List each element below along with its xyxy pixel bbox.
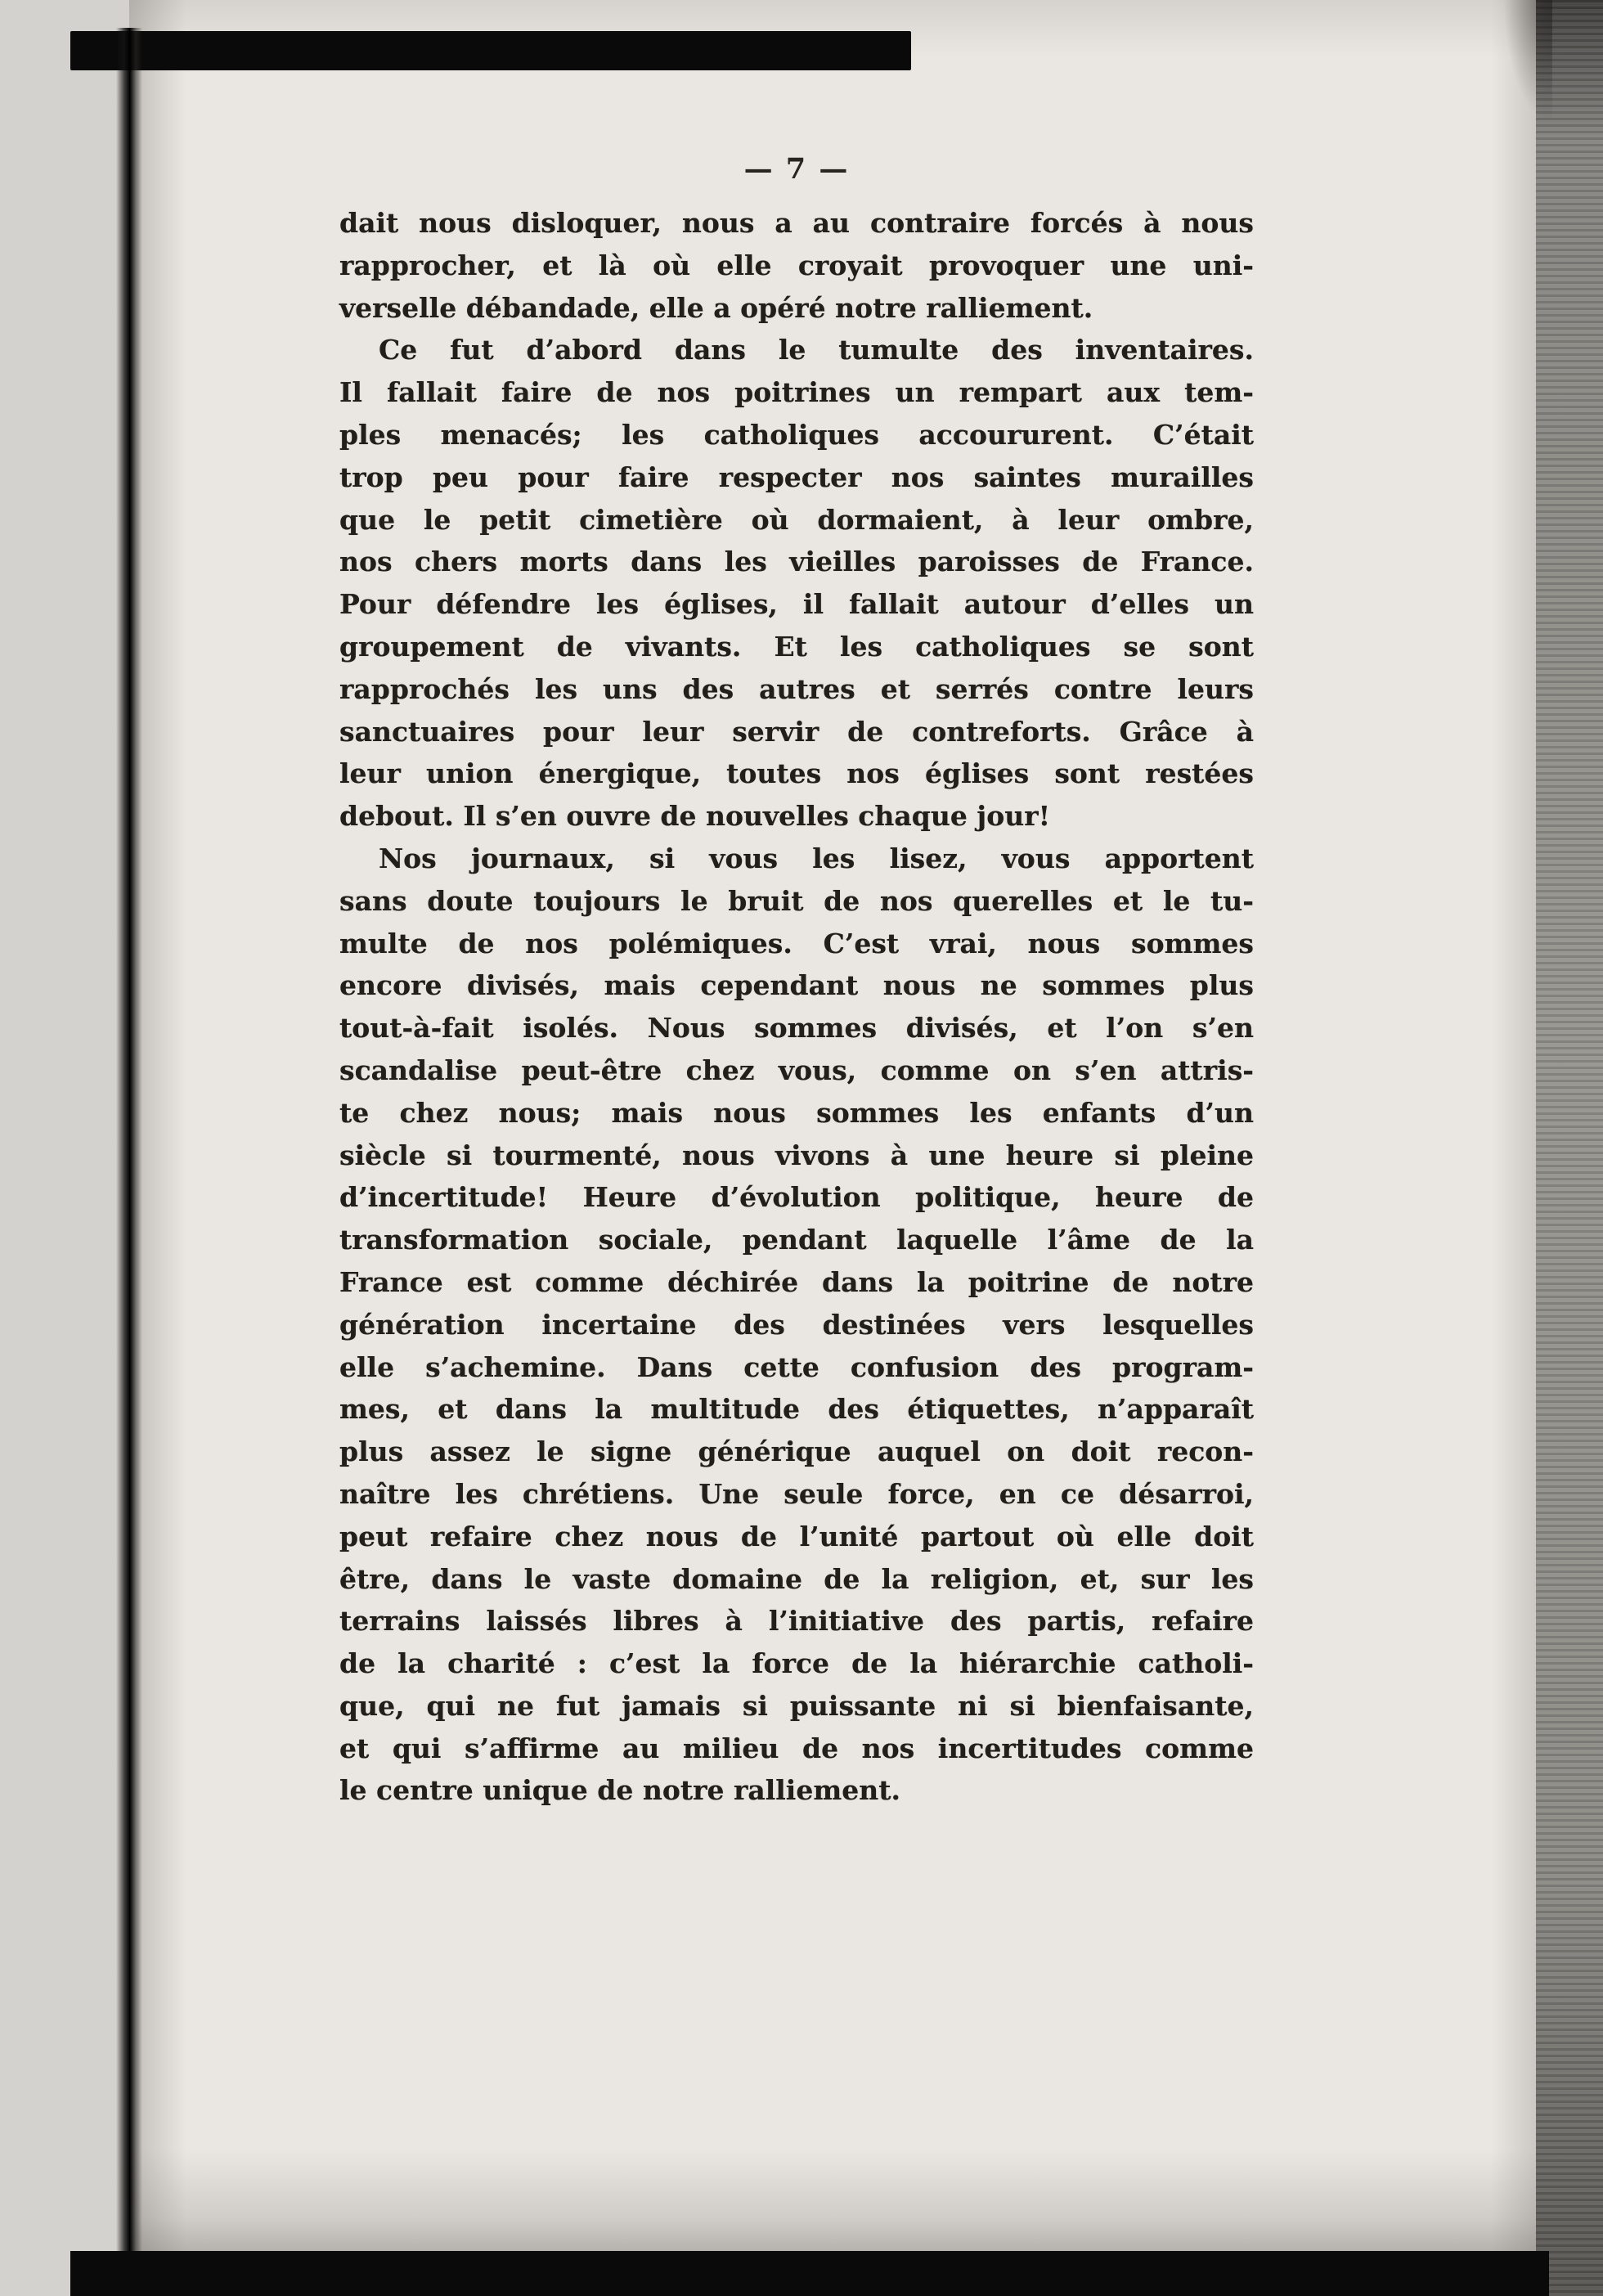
text-line: sans doute toujours le bruit de nos querelles et le tu- (339, 884, 1254, 917)
text-line: multe de nos polémiques. C’est vrai, nous sommes (339, 927, 1254, 959)
text-line: siècle si tourmenté, nous vivons à une heure si pleine (339, 1139, 1254, 1171)
text-line: de la charité : c’est la force de la hiérarchie catholi- (339, 1647, 1254, 1680)
text-line: rapprochés les uns des autres et serrés contre leurs (339, 672, 1254, 705)
text-line: France est comme déchirée dans la poitrine de notre (339, 1265, 1254, 1298)
text-line: tout-à-fait isolés. Nous sommes divisés, et l’on s’en (339, 1012, 1254, 1045)
bottom-edge-scan-bar (70, 2251, 1549, 2296)
text-line: mes, et dans la multitude des étiquettes, n’apparaît (339, 1393, 1254, 1426)
text-line: te chez nous; mais nous sommes les enfants d’un (339, 1096, 1254, 1129)
book-page-edges-right (1536, 0, 1603, 2296)
text-line: terrains laissés libres à l’initiative des partis, refaire (339, 1605, 1254, 1638)
text-line: le centre unique de notre ralliement. (339, 1774, 900, 1807)
paragraph-inventaires (339, 329, 1254, 838)
paragraph-continuation (339, 202, 1254, 329)
text-line: être, dans le vaste domaine de la religion, et, sur les (339, 1562, 1254, 1595)
text-line: ples menacés; les catholiques accoururent. C’était (339, 418, 1254, 451)
text-line: rapprocher, et là où elle croyait provoquer une uni- (339, 249, 1254, 281)
text-line: elle s’achemine. Dans cette confusion des program- (339, 1350, 1254, 1383)
top-edge-scan-bar (70, 31, 911, 70)
text-line: naître les chrétiens. Une seule force, en ce désarroi, (339, 1477, 1254, 1510)
text-line: sanctuaires pour leur servir de contreforts. Grâce à (339, 715, 1254, 748)
text-line: scandalise peut-être chez vous, comme on s’en attris- (339, 1054, 1254, 1086)
text-line: Ce fut d’abord dans le tumulte des inventaires. (379, 334, 1254, 366)
text-line: debout. Il s’en ouvre de nouvelles chaque jour! (339, 800, 1051, 833)
text-line: d’incertitude! Heure d’évolution politique, heure de (339, 1181, 1254, 1214)
text-line: trop peu pour faire respecter nos saintes murailles (339, 461, 1254, 493)
paragraph-journaux (339, 838, 1254, 1812)
text-line: génération incertaine des destinées vers lesquelles (339, 1308, 1254, 1341)
text-line: encore divisés, mais cependant nous ne sommes plus (339, 969, 1254, 1002)
text-line: que le petit cimetière où dormaient, à leur ombre, (339, 503, 1254, 536)
page-number: — 7 — (743, 152, 850, 186)
text-line: Pour défendre les églises, il fallait autour d’elles un (339, 588, 1254, 621)
text-block (339, 202, 1254, 1812)
text-line: Il fallait faire de nos poitrines un rempart aux tem- (339, 376, 1254, 409)
text-line: groupement de vivants. Et les catholiques se sont (339, 630, 1254, 663)
text-line: verselle débandade, elle a opéré notre ralliement. (339, 291, 1093, 324)
text-line: transformation sociale, pendant laquelle l’âme de la (339, 1224, 1254, 1256)
text-line: nos chers morts dans les vieilles paroisses de France. (339, 546, 1254, 578)
text-line: plus assez le signe générique auquel on doit recon- (339, 1436, 1254, 1468)
text-line: dait nous disloquer, nous a au contraire forcés à nous (339, 207, 1254, 239)
binding-spine-shadow (116, 28, 142, 2296)
text-line: peut refaire chez nous de l’unité partout où elle doit (339, 1520, 1254, 1552)
text-line: leur union énergique, toutes nos églises sont restées (339, 757, 1254, 790)
top-right-scan-smudge (1503, 0, 1552, 123)
text-line: que, qui ne fut jamais si puissante ni si bienfaisante, (339, 1689, 1254, 1722)
text-line: et qui s’affirme au milieu de nos incertitudes comme (339, 1732, 1254, 1764)
text-line: Nos journaux, si vous les lisez, vous apportent (379, 842, 1254, 874)
